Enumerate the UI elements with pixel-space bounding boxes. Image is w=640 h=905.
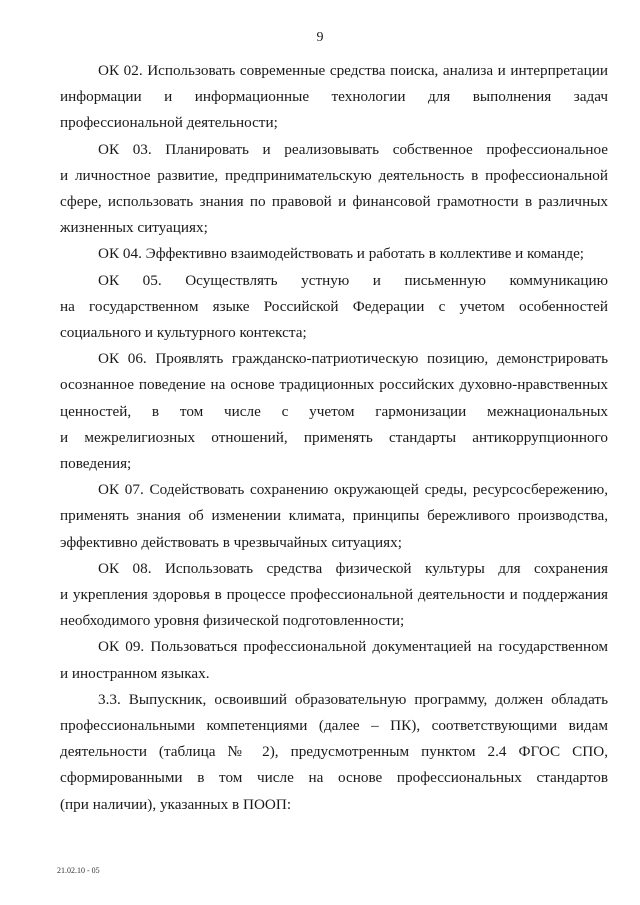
paragraph-ok03 (60, 137, 608, 242)
document-body (60, 58, 608, 818)
text-line: необходимого уровня физической подготовленности; (60, 612, 405, 630)
text-line: (при наличии), указанных в ПООП: (60, 795, 292, 813)
paragraph-ok05 (60, 268, 608, 347)
paragraph-ok02 (60, 58, 608, 137)
text-line: ОК 02. Использовать современные средства поиска, анализа и интерпретации (98, 62, 608, 79)
paragraph-ok04 (60, 241, 608, 267)
text-line: сфере, использовать знания по правовой и финансовой грамотности в различных (60, 193, 608, 211)
text-line: 3.3. Выпускник, освоивший образовательную программу, должен обладать (98, 690, 608, 708)
paragraph-ok07 (60, 477, 608, 556)
text-line: профессиональными компетенциями (далее – ПК), соответствующими видам (60, 717, 608, 735)
text-line: ОК 09. Пользоваться профессиональной документацией на государственном (98, 638, 608, 656)
text-line: ОК 03. Планировать и реализовывать собственное профессиональное (98, 140, 608, 158)
text-line: и укрепления здоровья в процессе профессиональной деятельности и поддержания (60, 586, 608, 604)
text-line: ОК 07. Содействовать сохранению окружающей среды, ресурсосбережению, (98, 481, 608, 499)
text-line: на государственном языке Российской Федерации с учетом особенностей (60, 297, 608, 315)
footer-code: 21.02.10 - 05 (57, 866, 100, 875)
paragraph-ok08 (60, 556, 608, 635)
paragraph-p33 (60, 687, 608, 818)
text-line: ценностей, в том числе с учетом гармонизации межнациональных (60, 402, 608, 420)
text-line: поведения; (60, 455, 132, 473)
text-line: ОК 05. Осуществлять устную и письменную коммуникацию (98, 271, 608, 289)
text-line: ОК 06. Проявлять гражданско-патриотическую позицию, демонстрировать (98, 350, 608, 368)
text-line: осознанное поведение на основе традиционных российских духовно-нравственных (60, 376, 608, 394)
text-line: и иностранном языках. (60, 664, 210, 682)
paragraph-ok06 (60, 346, 608, 477)
text-line: информации и информационные технологии для выполнения задач (60, 88, 608, 106)
text-line: эффективно действовать в чрезвычайных ситуациях; (60, 533, 402, 551)
text-line: сформированными в том числе на основе профессиональных стандартов (60, 769, 608, 787)
text-line: ОК 04. Эффективно взаимодействовать и работать в коллективе и команде; (98, 245, 585, 263)
text-line: ОК 08. Использовать средства физической культуры для сохранения (98, 559, 608, 577)
text-line: профессиональной деятельности; (60, 114, 278, 132)
text-line: жизненных ситуациях; (60, 219, 208, 237)
text-line: социального и культурного контекста; (60, 324, 307, 342)
text-line: и личностное развитие, предпринимательскую деятельность в профессиональной (60, 166, 608, 184)
text-line: и межрелигиозных отношений, применять стандарты антикоррупционного (60, 428, 608, 446)
paragraph-list (60, 58, 608, 818)
page-number: 9 (316, 30, 324, 45)
text-line: применять знания об изменении климата, принципы бережливого производства, (60, 507, 608, 525)
text-line: деятельности (таблица № 2), предусмотренным пунктом 2.4 ФГОС СПО, (60, 743, 608, 761)
paragraph-ok09 (60, 634, 608, 686)
